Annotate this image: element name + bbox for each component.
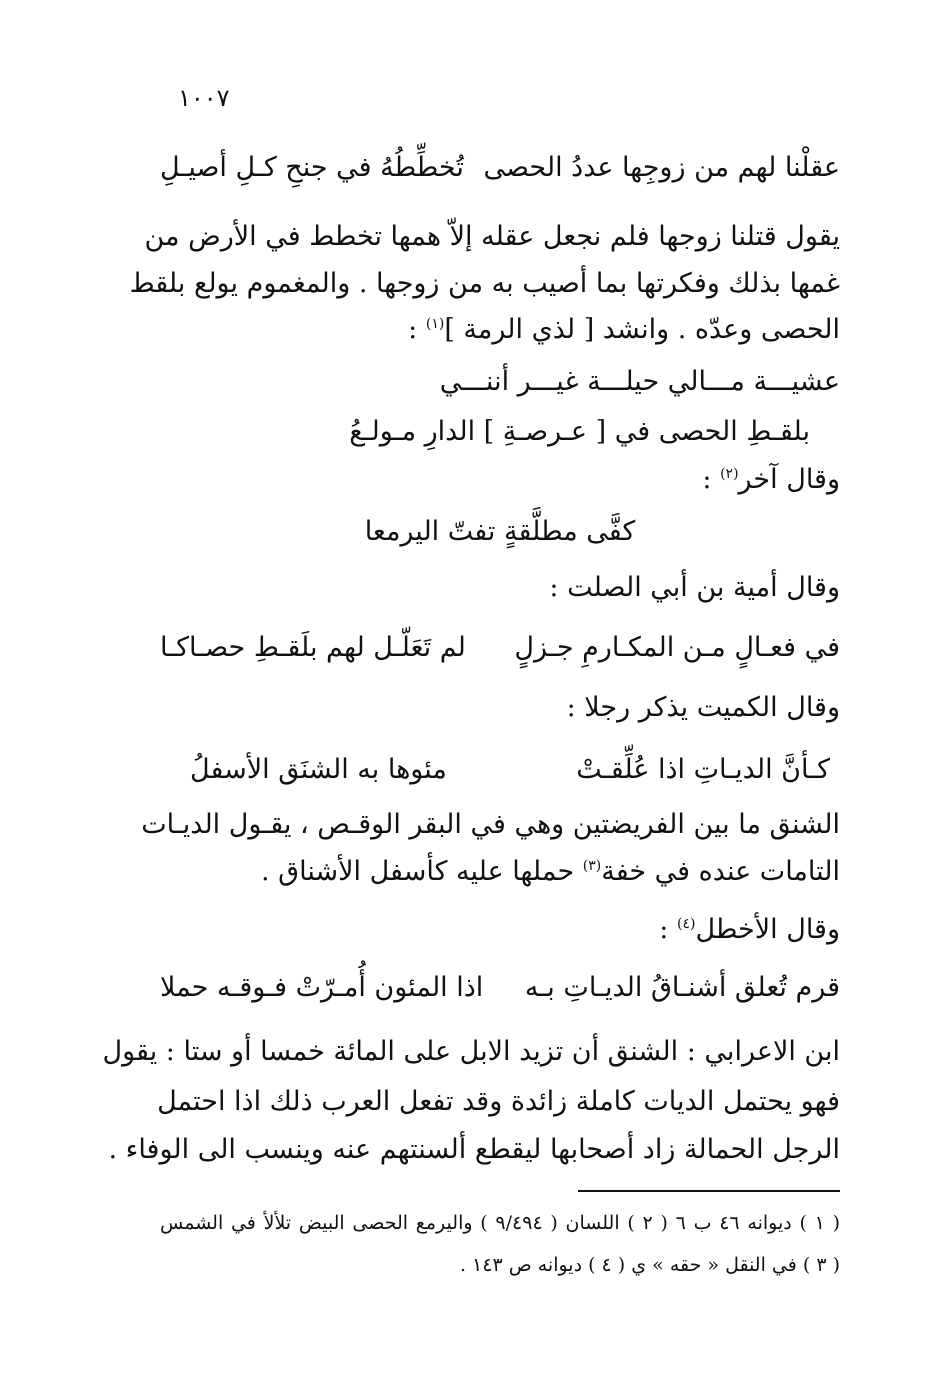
footnote-line-2: ( ٣ ) في النقل « حقه » ي ( ٤ ) ديوانه ص ١٤٣ . xyxy=(459,1254,840,1276)
verse-2-second-hemistich: بلقـطِ الحصى في [ عـرصـةِ ] الدارِ مـولـعُ xyxy=(349,416,810,447)
paragraph-1-line-2: غمها بذلك وفكرتها بما أصيب به من زوجها . والمغموم يولع بلقط xyxy=(129,268,840,299)
verse-5-second-hemistich: اذا المئون أُمـرّتْ فـوقـه حملا xyxy=(160,972,484,1003)
verse-2-first-hemistich: عشيـــة مـــالي حيلـــة غيـــر أننـــي xyxy=(439,366,840,397)
verse-3-second-hemistich: لم تَعَلّـل لهم بلَقـطِ حصـاكـا xyxy=(160,632,466,663)
intro-akhtal: وقال الأخطل$^{(٤)}$ : xyxy=(659,914,840,945)
verse-3-first-hemistich: في فعـالٍ مـن المكـارمِ جـزلٍ xyxy=(514,632,840,663)
paragraph-3-line-2: فهو يحتمل الديات كاملة زائدة وقد تفعل العرب ذلك اذا احتمل xyxy=(157,1086,840,1117)
paragraph-3-line-3: الرجل الحمالة زاد أصحابها ليقطع ألسنتهم عنه وينسب الى الوفاء . xyxy=(108,1134,840,1165)
paragraph-1-line-1: يقول قتلنا زوجها فلم نجعل عقله إلاّ همها تخطط في الأرض من xyxy=(144,221,840,252)
footnote-ref-1: (١) xyxy=(425,316,445,332)
paragraph-2-line-1: الشنق ما بين الفريضتين وهي في البقر الوقـص ، يقـول الديـات xyxy=(141,809,840,840)
intro-umayya: وقال أمية بن أبي الصلت : xyxy=(549,572,840,603)
intro-akhar: وقال آخر$^{(٢)}$ : xyxy=(702,464,840,495)
footnote-ref-2: (٢) xyxy=(720,466,739,482)
verse-1 xyxy=(160,148,840,188)
hemistich-line: كفَّى مطلَّقةٍ تفتّ اليرمعا xyxy=(364,516,636,547)
paragraph-2-line-2: التامات عنده في خفة$^{(٣)}$ حملها عليه كأسفل الأشناق . xyxy=(261,856,840,887)
verse-1-first-hemistich: عقلْنا لهم من زوجِها عددُ الحصى xyxy=(483,152,840,183)
footnote-divider xyxy=(578,1190,840,1192)
verse-1-second-hemistich: تُخطِّطُهُ في جنحِ كـلِ أصيـلِ xyxy=(160,152,464,183)
footnote-ref-3: (٣) xyxy=(582,858,602,874)
footnote-ref-4: (٤) xyxy=(676,916,696,932)
paragraph-1-line-3: الحصى وعدّه . وانشد [ لذي الرمة ]$^{(١)}$ : xyxy=(408,314,840,345)
intro-kumayt: وقال الكميت يذكر رجلا : xyxy=(566,692,840,723)
verse-5 xyxy=(160,968,840,1008)
footnote-line-1: ( ١ ) ديوانه ٤٦ ب ٦ ( ٢ ) اللسان ( ٩/٤٩٤ ) واليرمع الحصى البيض تلألأ في الشمس xyxy=(160,1212,840,1234)
verse-4-first-hemistich: كـأنَّ الديـاتِ اذا عُلِّقـتْ xyxy=(576,754,830,785)
verse-4 xyxy=(190,750,830,790)
verse-5-first-hemistich: قرم تُعلق أشنـاقُ الديـاتِ بـه xyxy=(524,972,840,1003)
verse-3 xyxy=(160,628,840,668)
paragraph-3-line-1: ابن الاعرابي : الشنق أن تزيد الابل على المائة خمسا أو ستا : يقول xyxy=(102,1036,840,1067)
verse-4-second-hemistich: مئوها به الشنَق الأسفلُ xyxy=(190,754,447,785)
page-number: ١٠٠٧ xyxy=(178,84,230,112)
